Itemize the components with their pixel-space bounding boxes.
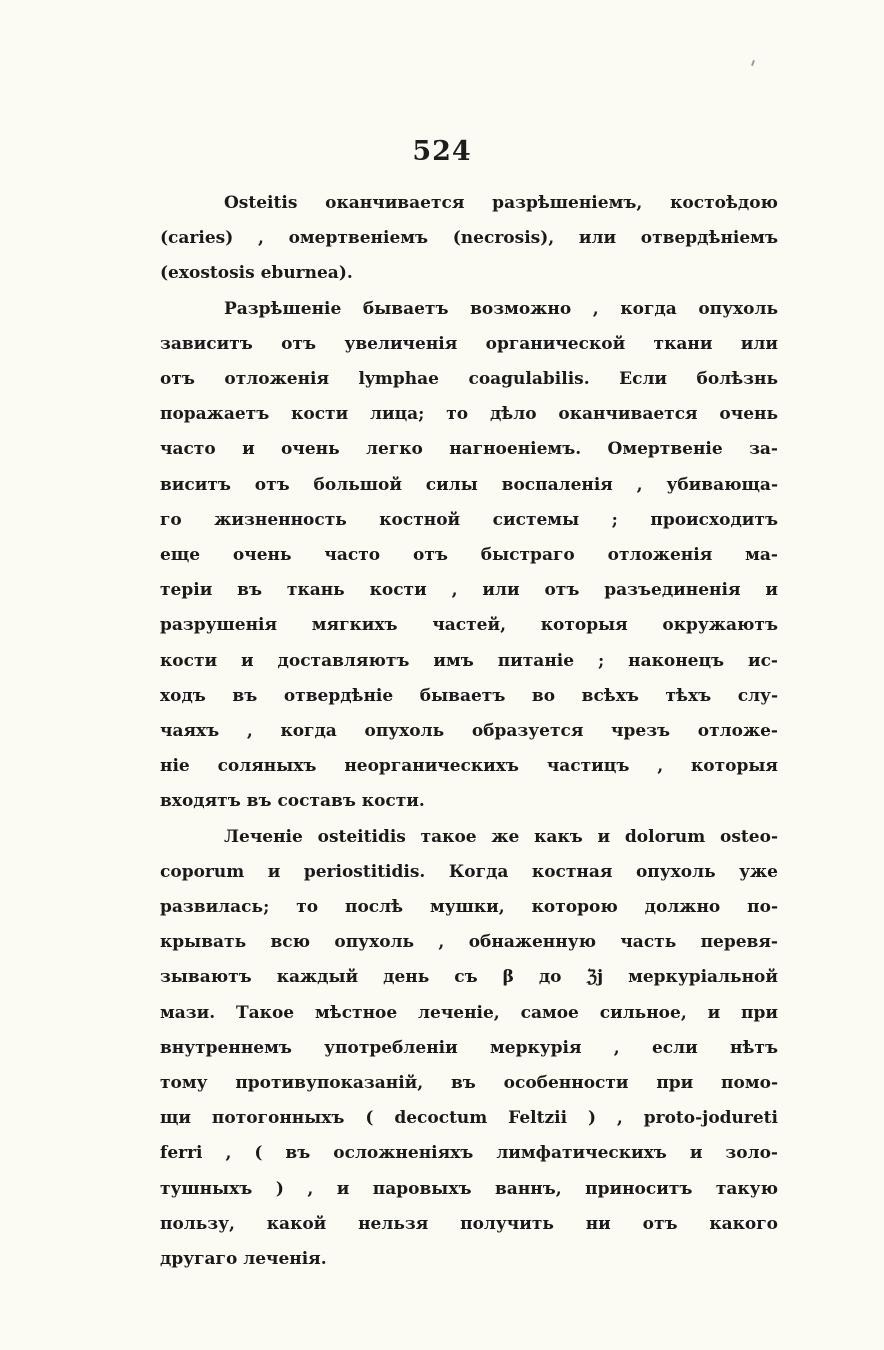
text-line: ferri , ( въ осложненіяхъ лимфатическихъ и золо- — [160, 1143, 778, 1164]
text-line: еще очень часто отъ быстраго отложенія ма- — [160, 545, 778, 566]
text-line: ніе соляныхъ неорганическихъ частицъ , которыя — [160, 756, 778, 777]
text-line: внутреннемъ употребленіи меркурія , если нѣтъ — [160, 1037, 778, 1058]
text-line: виситъ отъ большой силы воспаленія , убивающа- — [160, 474, 778, 495]
text-line: часто и очень легко нагноеніемъ. Омертвеніе за- — [160, 439, 778, 460]
text-line: крывать всю опухоль , обнаженную часть перевя- — [160, 932, 778, 953]
paragraph-resolution — [160, 292, 778, 820]
text-line: отъ отложенія lymphae coagulabilis. Если болѣзнь — [160, 369, 778, 390]
text-line: кости и доставляютъ имъ питаніе ; наконецъ ис- — [160, 650, 778, 671]
text-line: разрушенія мягкихъ частей, которыя окружаютъ — [160, 615, 778, 636]
text-line: зависитъ отъ увеличенія органической ткани или — [160, 333, 778, 354]
text-line: Разрѣшеніе бываетъ возможно , когда опухоль — [224, 298, 778, 319]
text-line: Леченіе osteitidis такое же какъ и dolorum osteo- — [224, 826, 778, 847]
ink-speck — [751, 60, 755, 66]
page-number: 524 — [412, 136, 472, 167]
text-line: coporum и periostitidis. Когда костная опухоль уже — [160, 861, 778, 882]
text-line: Osteitis оканчивается разрѣшеніемъ, костоѣдою — [224, 193, 778, 213]
text-line: входятъ въ составъ кости. — [160, 791, 425, 812]
text-line: (caries) , омертвеніемъ (necrosis), или отвердѣніемъ — [160, 228, 778, 249]
text-line: тому противупоказаній, въ особенности при помо- — [160, 1073, 778, 1094]
text-line: поражаетъ кости лица; то дѣло оканчивается очень — [160, 404, 778, 425]
text-line: чаяхъ , когда опухоль образуется чрезъ отложе- — [160, 721, 778, 742]
text-line: мази. Такое мѣстное леченіе, самое сильное, и при — [160, 1002, 778, 1023]
body-text — [160, 186, 778, 1277]
text-line: тушныхъ ) , и паровыхъ ваннъ, приноситъ такую — [160, 1178, 778, 1199]
text-line: зываютъ каждый день съ β до ℨj меркуріальной — [160, 967, 778, 988]
text-line: (exostosis eburnea). — [160, 263, 353, 284]
text-line: теріи въ ткань кости , или отъ разъединенія и — [160, 580, 778, 601]
paragraph-outcomes — [160, 186, 778, 292]
paragraph-treatment — [160, 820, 778, 1278]
text-line: щи потогонныхъ ( decoctum Feltzii ) , proto-jodureti — [160, 1108, 778, 1129]
text-line: ходъ въ отвердѣніе бываетъ во всѣхъ тѣхъ слу- — [160, 685, 778, 706]
text-line: го жизненность костной системы ; происходитъ — [160, 509, 778, 530]
text-line: другаго леченія. — [160, 1249, 327, 1270]
text-line: развилась; то послѣ мушки, которою должно по- — [160, 897, 778, 918]
text-line: пользу, какой нельзя получить ни отъ какого — [160, 1213, 778, 1234]
